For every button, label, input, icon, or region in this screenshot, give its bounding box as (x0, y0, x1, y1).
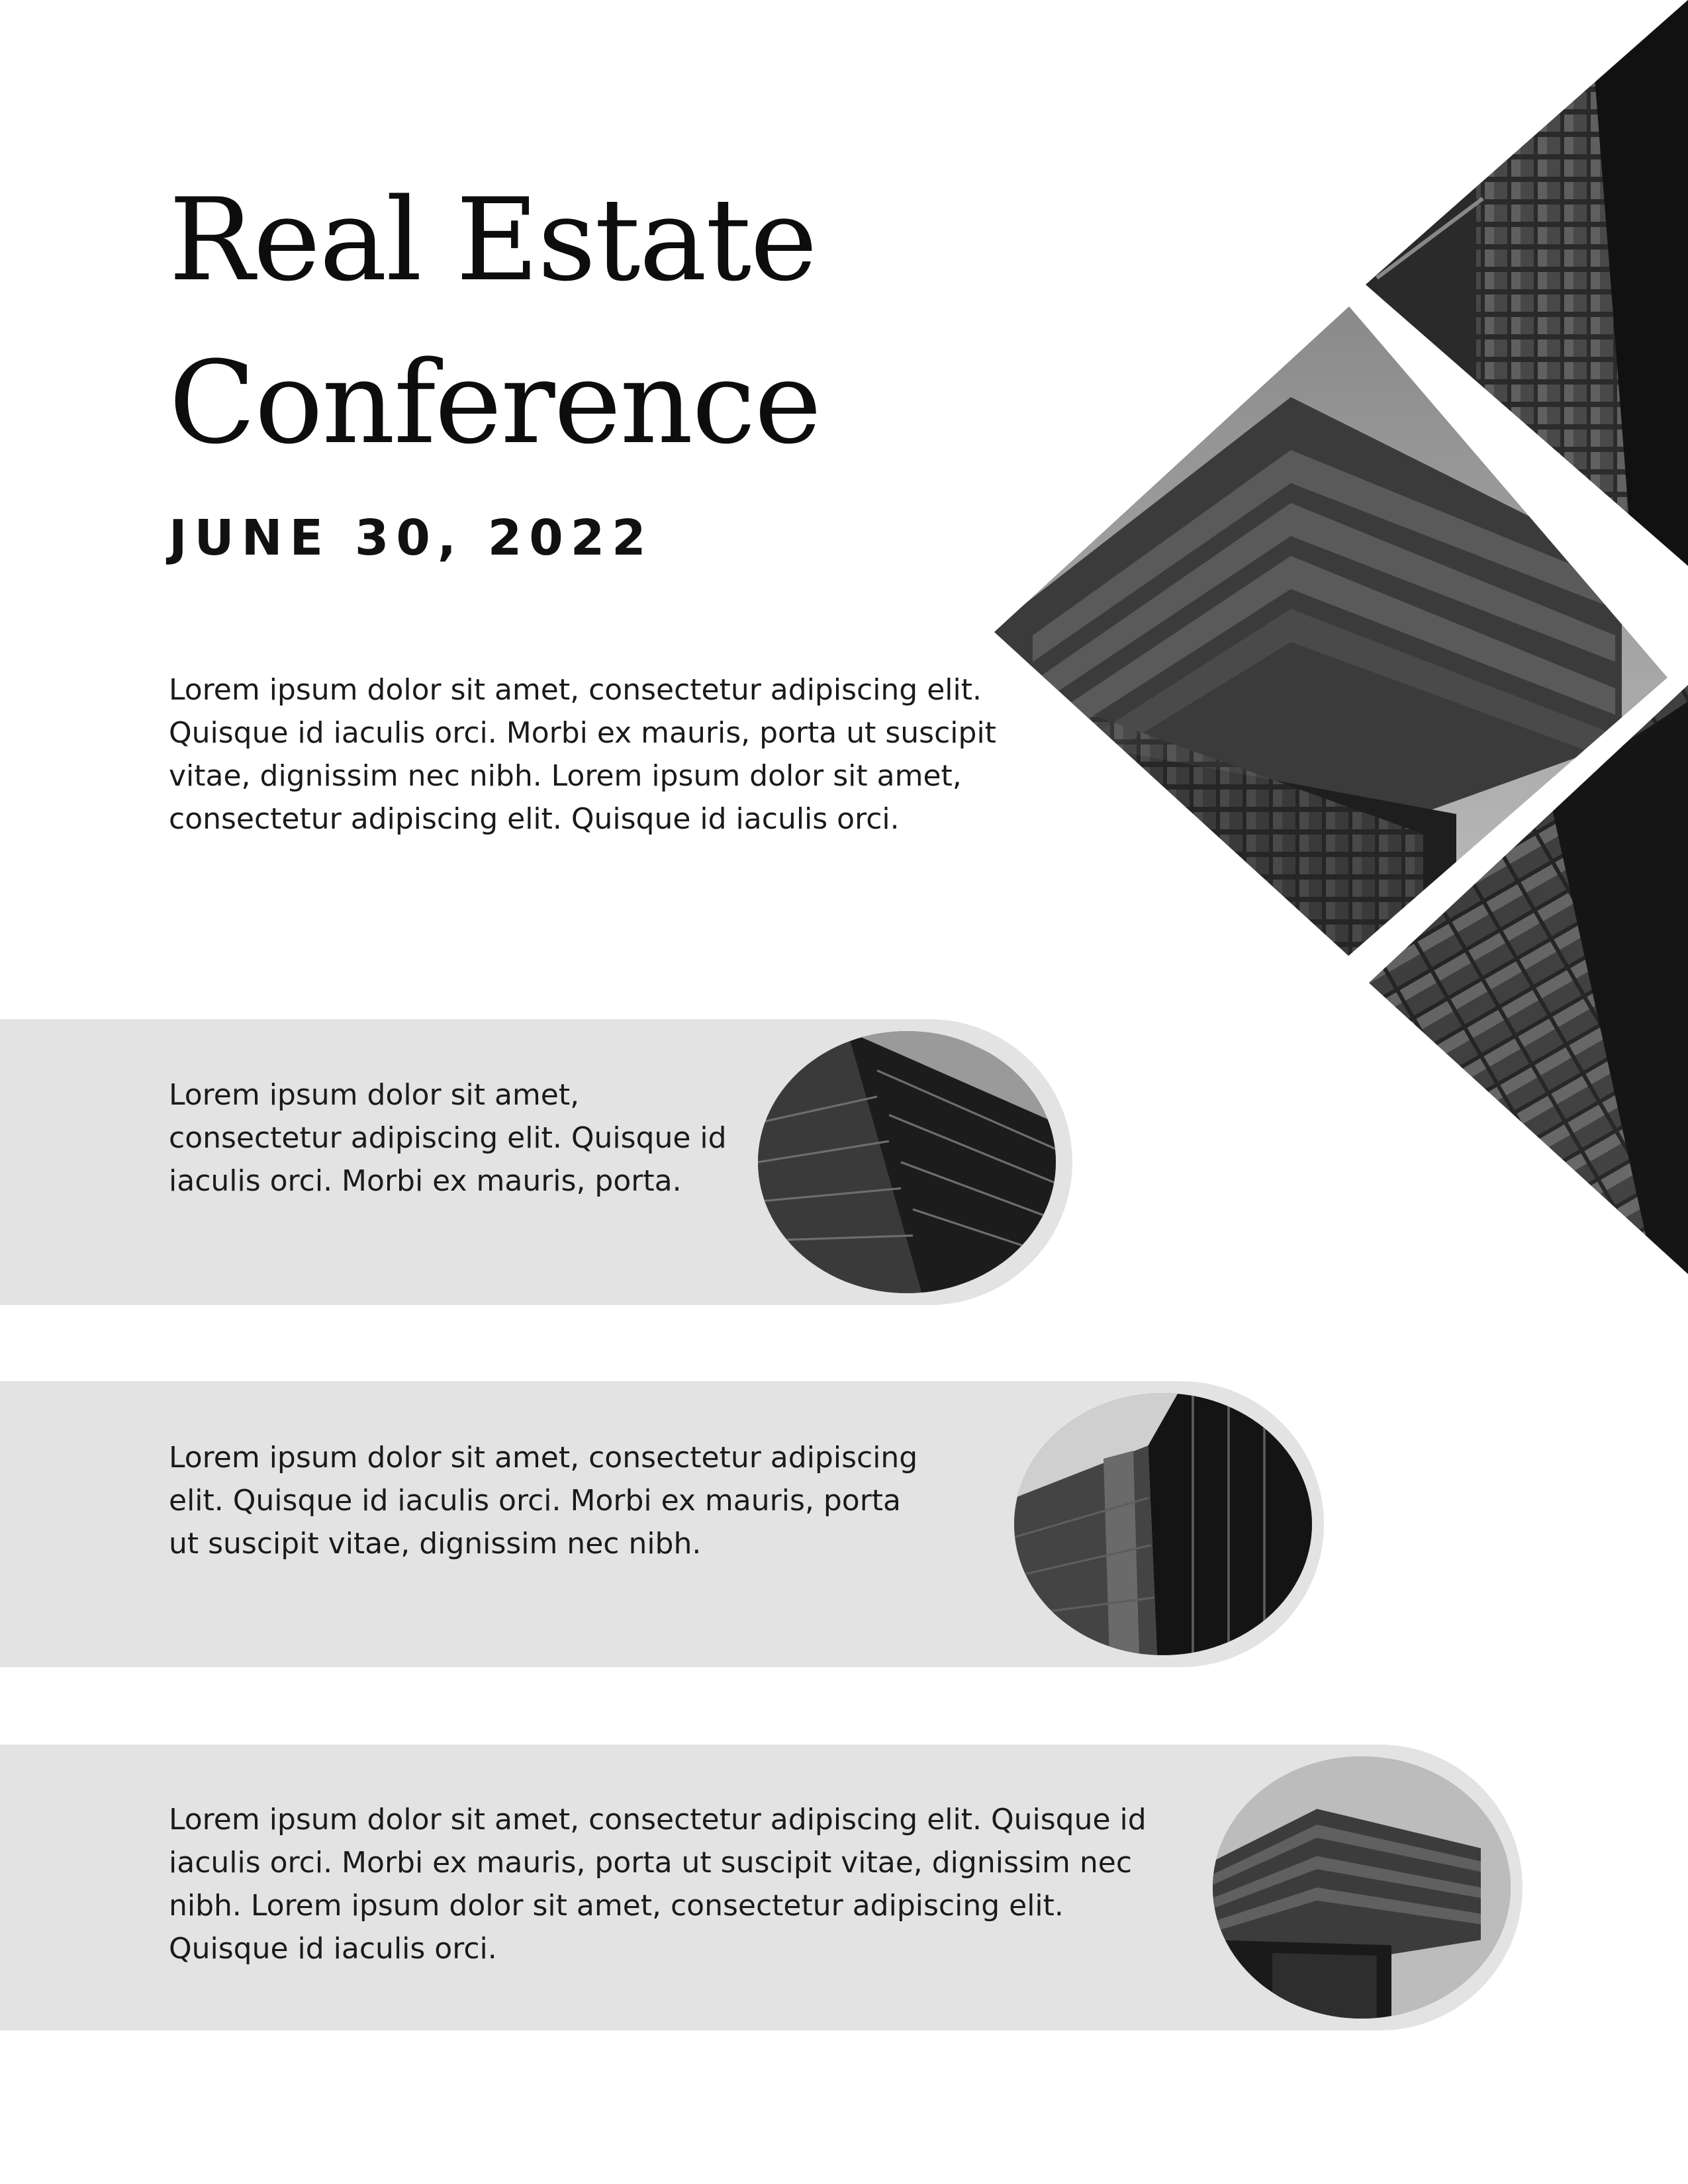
intro-paragraph: Lorem ipsum dolor sit amet, consectetur adipiscing elit. Quisque id iaculis orci. Morbi ex mauris, porta ut suscipit vitae, dignissim nec nibh. Lorem ipsum dolor sit amet, consectetur adipiscing elit. Quisque id iaculis orci. (169, 673, 996, 836)
title-line-1: Real Estate (169, 173, 816, 306)
glass-tower-photo-1 (746, 1019, 1068, 1305)
event-date: JUNE 30, 2022 (169, 510, 653, 567)
title-line-2: Conference (169, 336, 821, 469)
info-band-2-text: Lorem ipsum dolor sit amet, consectetur adipiscing elit. Quisque id iaculis orci. Morbi ex mauris, porta ut suscipit vitae, dignissim nec nibh. (169, 1441, 918, 1561)
glass-tower-photo-2 (1002, 1381, 1324, 1667)
info-band-3-text: Lorem ipsum dolor sit amet, consectetur adipiscing elit. Quisque id iaculis orci. Morbi ex mauris, porta ut suscipit vitae, dignissim nec nibh. Lorem ipsum dolor sit amet, consectetur adipiscing elit. Quisque id iaculis orci. (169, 1803, 1147, 1966)
cantilever-building-photo (1201, 1745, 1523, 2030)
info-band-1-text: Lorem ipsum dolor sit amet, consectetur adipiscing elit. Quisque id iaculis orci. Morbi ex mauris, porta. (169, 1078, 727, 1198)
